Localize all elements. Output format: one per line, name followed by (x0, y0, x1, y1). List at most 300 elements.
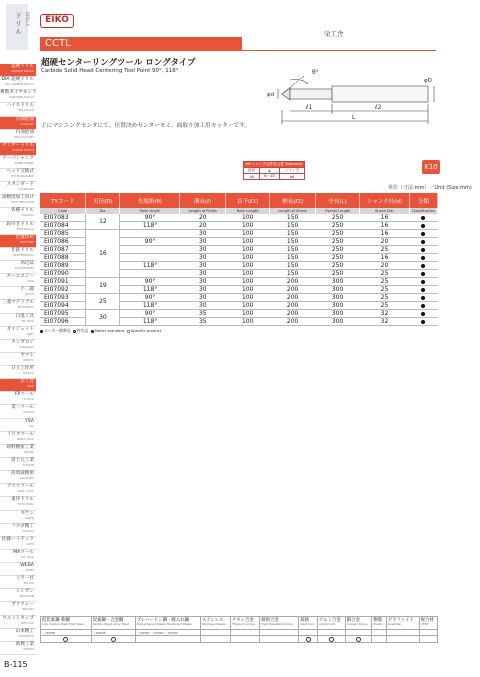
column-header: TYコード (40, 193, 86, 208)
material-suitability (372, 636, 386, 643)
sidebar-item-label: DIA 超硬ドリル (1, 77, 34, 83)
cell-neck-length: 100 (226, 318, 270, 326)
cell-classification (409, 302, 437, 310)
sidebar-item-label: 内部給油 (15, 129, 34, 135)
cell-code: EI07087 (40, 246, 86, 254)
standard-dot-icon (421, 216, 425, 220)
cell-neck-length: 100 (226, 214, 270, 222)
cell-shank-length: 200 (270, 278, 316, 286)
standard-dot-icon (421, 320, 425, 324)
cell-shank-length: 150 (270, 246, 316, 254)
sidebar-item[interactable] (0, 222, 36, 235)
sidebar-item-label: 富士元工業 (11, 458, 34, 463)
cell-overall-length: 300 (316, 318, 360, 326)
sidebar-item-label: ミシガン (15, 589, 34, 595)
material-hardness: ～480HB (91, 630, 135, 636)
spec-cell: 6～10 (259, 174, 279, 180)
sidebar-item[interactable] (0, 274, 36, 287)
cell-point-angle: 118° (120, 262, 180, 270)
sidebar-item-label: 超硬ドリル (11, 64, 34, 69)
standard-dot-icon (421, 232, 425, 236)
sidebar-item-label: センタードリル (2, 142, 34, 148)
column-header: 先端角(θ) (120, 193, 180, 208)
sidebar-item[interactable] (0, 366, 36, 379)
page-number: B-115 (4, 660, 28, 669)
column-header-en: Overall Length (316, 208, 360, 214)
sidebar-item-label: ダイジェット (6, 326, 34, 332)
cell-neck-length: 100 (226, 246, 270, 254)
cell-code: EI07093 (40, 294, 86, 302)
sidebar-item-label-en: MITSUBISHI (17, 305, 34, 310)
sidebar-item-label-en: FP TOOL (22, 397, 34, 402)
column-header-en: Point Angle (120, 208, 180, 214)
sidebar-item-label-en: WEBA (25, 568, 34, 573)
column-header-en: Neck Length (226, 208, 270, 214)
sidebar-item-label: FPツール (14, 392, 34, 398)
cell-code: EI07092 (40, 286, 86, 294)
sidebar-item-label: 日立工作所 (11, 366, 34, 372)
cell-shank-length: 200 (270, 310, 316, 318)
sidebar-item-label: 非鉄ドリル (11, 247, 34, 253)
sidebar-item-label: 新興工業 (15, 641, 34, 647)
column-header: 柄長(ℓ2) (270, 193, 316, 208)
tool-shank-shape (332, 86, 428, 102)
material-header (201, 617, 231, 630)
material-hardness: ～40HRC ～50HRC ～65HRC (135, 630, 200, 636)
sidebar-item[interactable] (0, 130, 36, 143)
cell-overall-length: 300 (316, 286, 360, 294)
material-suitability (386, 636, 419, 643)
spec-title: h6 シャンクの許容公差 Tolerance (244, 162, 305, 168)
sidebar-item[interactable] (0, 195, 36, 208)
material-header (260, 617, 299, 630)
cell-flute-length: 30 (180, 238, 226, 246)
material-header (41, 617, 92, 630)
cell-overall-length: 250 (316, 270, 360, 278)
material-name-en: Graphite (387, 621, 401, 626)
sidebar-item[interactable] (0, 103, 36, 116)
cell-point-angle: 90° (120, 310, 180, 318)
standard-dot-icon (421, 296, 425, 300)
tool-neck-shape (290, 89, 332, 99)
cell-point-angle: 90° (120, 278, 180, 286)
cell-flute-length: 35 (180, 318, 226, 326)
material-name: アルミ合金 (318, 617, 341, 623)
column-header: シャンク径(d) (360, 193, 410, 208)
sidebar-item-label-en: MILLER (23, 581, 34, 586)
cell-neck-length: 100 (226, 278, 270, 286)
cell-shank-dia: 16 (360, 214, 410, 222)
cell-shank-dia: 16 (360, 254, 410, 262)
sidebar-item-label-en: DAIICHI (23, 410, 34, 415)
sidebar-item[interactable] (0, 379, 36, 392)
material-header (345, 617, 372, 630)
column-header-en: Shank Dia. (360, 208, 410, 214)
spec-cell: 直径 (244, 168, 260, 174)
material-header (372, 617, 386, 630)
sidebar-item-label-en: DIJET (26, 331, 34, 336)
sidebar-item[interactable] (0, 511, 36, 524)
sidebar-item[interactable] (0, 458, 36, 471)
legend-special-en: Specific product (130, 328, 162, 333)
category-tab[interactable] (6, 4, 28, 50)
sidebar-item-label: 栄工舎 (20, 379, 34, 385)
cell-flute-length: 30 (180, 230, 226, 238)
sidebar-item-label: ウエットカップ (2, 615, 34, 621)
spec-cell: φ (259, 168, 279, 174)
column-header-en: Code (40, 208, 86, 214)
cell-overall-length: 250 (316, 230, 360, 238)
column-header-en: Classification (409, 208, 437, 214)
cell-code: EI07086 (40, 238, 86, 246)
sidebar-item[interactable] (0, 524, 36, 537)
sidebar-item-label: 周辺品 (20, 261, 34, 266)
sidebar-item-label: 第一ツール (11, 405, 34, 411)
cell-overall-length: 250 (316, 246, 360, 254)
suitable-circle-icon (63, 637, 68, 642)
cell-shank-dia: 25 (360, 278, 410, 286)
table-row (40, 294, 438, 302)
sidebar-item[interactable] (0, 392, 36, 405)
cell-neck-length: 100 (226, 270, 270, 278)
cell-code: EI07084 (40, 222, 86, 230)
sidebar-item-label: YSA (25, 418, 34, 424)
sidebar-item-label: アコウツール (6, 484, 34, 490)
tool-drawing (260, 58, 438, 128)
sidebar-item-label: ヤマト (20, 352, 34, 358)
sidebar-item-label: 三菱マテリアル (2, 300, 34, 306)
cell-classification (409, 254, 437, 262)
cell-classification (409, 222, 437, 230)
cell-neck-length: 100 (226, 294, 270, 302)
cell-code: EI07089 (40, 262, 86, 270)
cell-shank-length: 150 (270, 214, 316, 222)
cell-code: EI07091 (40, 278, 86, 286)
cell-shank-length: 150 (270, 238, 316, 246)
sidebar-item-label-en: TUNGALOY (18, 344, 34, 349)
sidebar-item-label: 位置決め (15, 234, 34, 240)
cell-flute-length: 30 (180, 278, 226, 286)
sidebar-item-label-en: ACCESSORIES (14, 266, 34, 270)
cell-shank-length: 200 (270, 302, 316, 310)
sidebar-item[interactable] (0, 248, 36, 261)
sidebar-item[interactable] (0, 405, 36, 418)
sidebar-item-label: フクダ精工 (11, 523, 34, 529)
cell-overall-length: 250 (316, 238, 360, 246)
sidebar-item-label: ブリウレー (11, 602, 34, 608)
cell-shank-length: 150 (270, 254, 316, 262)
sidebar-item[interactable] (0, 537, 36, 550)
label-l1: ℓ1 (306, 104, 313, 111)
sidebar-item-label-en: SHINKO (23, 646, 34, 651)
cell-neck-length: 100 (226, 262, 270, 270)
cell-classification (409, 246, 437, 254)
cell-point-angle: 90° (120, 294, 180, 302)
spec-cell: シャンク (280, 168, 305, 174)
material-suitability (317, 636, 345, 643)
spec-cell: 16 (244, 174, 260, 180)
sidebar-item-label-en: HSS DRILLS (17, 108, 34, 113)
sidebar-item-label-en: SPOTTING (19, 239, 34, 244)
sidebar-item[interactable] (0, 602, 36, 615)
material-name: 低炭素鋼 軟鋼 (42, 617, 70, 623)
cell-code: EI07085 (40, 230, 86, 238)
material-hardness: ～180HB (41, 630, 92, 636)
sidebar-item[interactable] (0, 589, 36, 602)
sidebar-item-label: 佐藤ハイテック (1, 536, 34, 542)
standard-dot-icon (421, 304, 425, 308)
sidebar-item-label: ヘッド交換式 (6, 169, 34, 175)
sidebar-item-label: ハイスドリル (6, 103, 34, 109)
cell-shank-dia: 25 (360, 286, 410, 294)
sidebar-item[interactable] (0, 471, 36, 484)
sidebar (0, 0, 36, 677)
sidebar-item[interactable] (0, 616, 36, 629)
sidebar-item[interactable] (0, 353, 36, 366)
legend-standard: メーカー標準品 (44, 328, 71, 333)
cell-classification (409, 318, 437, 326)
sidebar-item-label: テーパシャンク (2, 155, 34, 161)
material-header (230, 617, 259, 630)
standard-dot-icon (421, 280, 425, 284)
material-header (419, 617, 437, 630)
sidebar-item[interactable] (0, 340, 36, 353)
sidebar-item[interactable] (0, 77, 36, 90)
cell-dia: 30 (86, 310, 120, 326)
sidebar-item[interactable] (0, 143, 36, 156)
sidebar-item[interactable] (0, 156, 36, 169)
product-title-bar (40, 37, 242, 51)
tool-tip-shape (282, 88, 290, 100)
cell-shank-dia: 25 (360, 294, 410, 302)
cell-point-angle (120, 270, 180, 278)
material-suitability (299, 636, 317, 643)
cell-shank-dia: 16 (360, 222, 410, 230)
shank-tolerance-table (243, 161, 305, 180)
sidebar-item-label-en: TAPER SHANK (14, 160, 34, 165)
material-name-en: Carbon Steel Alloy Steel (92, 621, 129, 626)
sidebar-item-label-en: STANDARD (18, 187, 34, 192)
cell-classification (409, 286, 437, 294)
sidebar-item-label: 高精度加工向け (1, 195, 34, 201)
sidebar-item[interactable] (0, 64, 36, 77)
product-description: 主にマシニングセンタにて、位置決めセンターモミ、面取り加工用カッターです。 (41, 123, 251, 129)
sidebar-item[interactable] (0, 300, 36, 313)
suitable-circle-icon (329, 637, 334, 642)
sidebar-item[interactable] (0, 642, 36, 655)
sidebar-item-label-en: HITACHI (22, 371, 34, 376)
cell-flute-length: 30 (180, 270, 226, 278)
cell-classification (409, 238, 437, 246)
material-name-en: Prehardened Steels Hardened Steels (136, 621, 192, 626)
cell-point-angle: 90° (120, 214, 180, 222)
standard-dot-icon (421, 256, 425, 260)
cell-classification (409, 310, 437, 318)
cell-flute-length: 20 (180, 214, 226, 222)
standard-dot-icon (421, 264, 425, 268)
cell-shank-dia: 20 (360, 262, 410, 270)
cell-overall-length: 250 (316, 254, 360, 262)
standard-dot-icon (421, 312, 425, 316)
table-row (40, 310, 438, 318)
sidebar-item-label-en: WET CUP (21, 620, 34, 625)
grade-badge: K10 (422, 160, 440, 174)
cell-flute-length: 30 (180, 286, 226, 294)
cell-flute-length: 20 (180, 222, 226, 230)
sidebar-item-label: イワタツール (6, 431, 34, 437)
material-name: 複合材 (420, 617, 434, 623)
sidebar-item-label-en: YAMATO (22, 357, 34, 362)
sidebar-item-label-en: NON-FERROUS (13, 252, 34, 257)
cell-code: EI07096 (40, 318, 86, 326)
material-name-en: CFRP (420, 621, 429, 626)
label-theta: θ° (312, 69, 319, 76)
sidebar-item[interactable] (0, 287, 36, 300)
cell-overall-length: 300 (316, 278, 360, 286)
material-name-en: Heat Resistant Alloys (261, 621, 293, 626)
sidebar-item[interactable] (0, 550, 36, 563)
material-suitability (345, 636, 372, 643)
category-tab-label: ドリル (15, 12, 22, 36)
sidebar-item[interactable] (0, 563, 36, 576)
material-name: グラファイト (387, 617, 414, 623)
column-header: 全長(L) (316, 193, 360, 208)
material-name: チタン合金 (231, 617, 254, 623)
sidebar-item-label-en: GIKEN (25, 515, 34, 520)
cell-overall-length: 250 (316, 222, 360, 230)
sidebar-item[interactable] (0, 497, 36, 510)
sidebar-item-label: 山本精工 (15, 628, 34, 634)
product-title-en: Carbide Solid Head Centering Tool Point 90°, 118° (41, 68, 179, 74)
cell-shank-length: 150 (270, 270, 316, 278)
cell-overall-length: 300 (316, 310, 360, 318)
cell-point-angle: 118° (120, 318, 180, 326)
material-name-en: Plastic (373, 621, 384, 626)
sidebar-item-label-en: TOYO DRILL (17, 502, 34, 507)
standard-dot-icon (421, 248, 425, 252)
sidebar-item[interactable] (0, 576, 36, 589)
sidebar-item-label-en: BRIULEY (22, 607, 34, 612)
material-name: 樹脂 (373, 617, 383, 623)
label-D: φD (424, 78, 432, 84)
sidebar-item-label: 岡野精密工業 (6, 444, 34, 450)
sidebar-item-label: 各種ドリル (11, 208, 34, 214)
cell-classification (409, 214, 437, 222)
sidebar-item[interactable] (0, 235, 36, 248)
sidebar-item-label-en: COOLANT (20, 121, 34, 126)
category-tab-label-en: DRILLS (25, 12, 30, 27)
cell-shank-dia: 32 (360, 310, 410, 318)
sidebar-item-label-en: OKANO (23, 449, 34, 454)
material-name-en: Cast Iron (300, 621, 314, 626)
sidebar-item-label: タンガロイ (11, 339, 34, 345)
sidebar-item-label: 不二越 (20, 287, 34, 293)
unit-note: 単位（寸法:mm）／Unit (Size:mm) (388, 185, 472, 191)
label-l2: ℓ2 (375, 104, 382, 111)
suitable-circle-icon (356, 637, 361, 642)
sidebar-item-label-en: EIKO (27, 384, 34, 389)
cell-shank-dia: 25 (360, 302, 410, 310)
sidebar-item[interactable] (0, 327, 36, 340)
sidebar-item-label-en: DIA CARBIDE DRILLS (5, 82, 34, 87)
product-title-jp: 超硬センターリングツール ロングタイプ (41, 58, 196, 68)
sidebar-item-label-en: SATO (26, 541, 34, 546)
sidebar-item-label: スタンダード (6, 182, 34, 188)
cell-overall-length: 300 (316, 302, 360, 310)
sidebar-item[interactable] (0, 419, 36, 432)
sidebar-item-label-en: IWATA TOOL (16, 436, 34, 441)
sidebar-item[interactable] (0, 432, 36, 445)
cell-neck-length: 100 (226, 310, 270, 318)
sidebar-item-label-en: MICHIGAN (19, 594, 34, 599)
label-L: L (352, 114, 356, 121)
material-header (135, 617, 200, 630)
cell-flute-length: 30 (180, 294, 226, 302)
legend (40, 328, 161, 334)
cell-code: EI07083 (40, 214, 86, 222)
sidebar-item[interactable] (0, 261, 36, 274)
material-suitability (230, 636, 259, 643)
material-name-en: Stainless Steels (202, 621, 226, 626)
sidebar-item[interactable] (0, 629, 36, 642)
sidebar-item[interactable] (0, 169, 36, 182)
material-name: ステンレス (202, 617, 224, 623)
cell-neck-length: 100 (226, 302, 270, 310)
sidebar-item-label-en: STEP DRILLS (16, 226, 34, 231)
standard-dot-icon (421, 224, 425, 228)
cell-classification (409, 270, 437, 278)
column-header-en: Dia. (86, 208, 120, 214)
standard-dot-icon (91, 330, 94, 333)
column-header: 首下(ℓ1) (226, 193, 270, 208)
material-name-en: Copper Alloys (346, 621, 368, 626)
sidebar-item[interactable] (0, 117, 36, 130)
sidebar-item[interactable] (0, 208, 36, 221)
sidebar-item[interactable] (0, 445, 36, 458)
sidebar-item[interactable] (0, 182, 36, 195)
cell-code: EI07090 (40, 270, 86, 278)
cell-neck-length: 100 (226, 238, 270, 246)
brand-logo: EIKO (40, 14, 74, 28)
cell-shank-dia: 20 (360, 238, 410, 246)
sidebar-item[interactable] (0, 484, 36, 497)
sidebar-item[interactable] (0, 90, 36, 103)
cell-neck-length: 100 (226, 286, 270, 294)
material-name: 炭素鋼・合金鋼 (92, 617, 124, 623)
cell-neck-length: 100 (226, 222, 270, 230)
column-header: 分類 (409, 193, 437, 208)
cell-dia: 12 (86, 214, 120, 230)
table-row (40, 278, 438, 286)
cell-flute-length: 30 (180, 302, 226, 310)
table-header-row (40, 193, 438, 208)
spec-cell: h6 (280, 174, 305, 180)
standard-dot-icon (421, 272, 425, 276)
cell-point-angle: 90° (120, 238, 180, 246)
column-header: 刃径(D) (86, 193, 120, 208)
cell-shank-dia: 25 (360, 270, 410, 278)
column-header: 溝長(ℓ) (180, 193, 226, 208)
sidebar-item[interactable] (0, 314, 36, 327)
material-header (317, 617, 345, 630)
cell-shank-length: 150 (270, 222, 316, 230)
maker-name: 栄工舎 (324, 30, 344, 38)
cell-point-angle (120, 230, 180, 238)
sidebar-item-label: MAツール (13, 549, 34, 555)
material-suitability (260, 636, 299, 643)
product-table (40, 193, 438, 326)
cell-dia: 16 (86, 230, 120, 278)
